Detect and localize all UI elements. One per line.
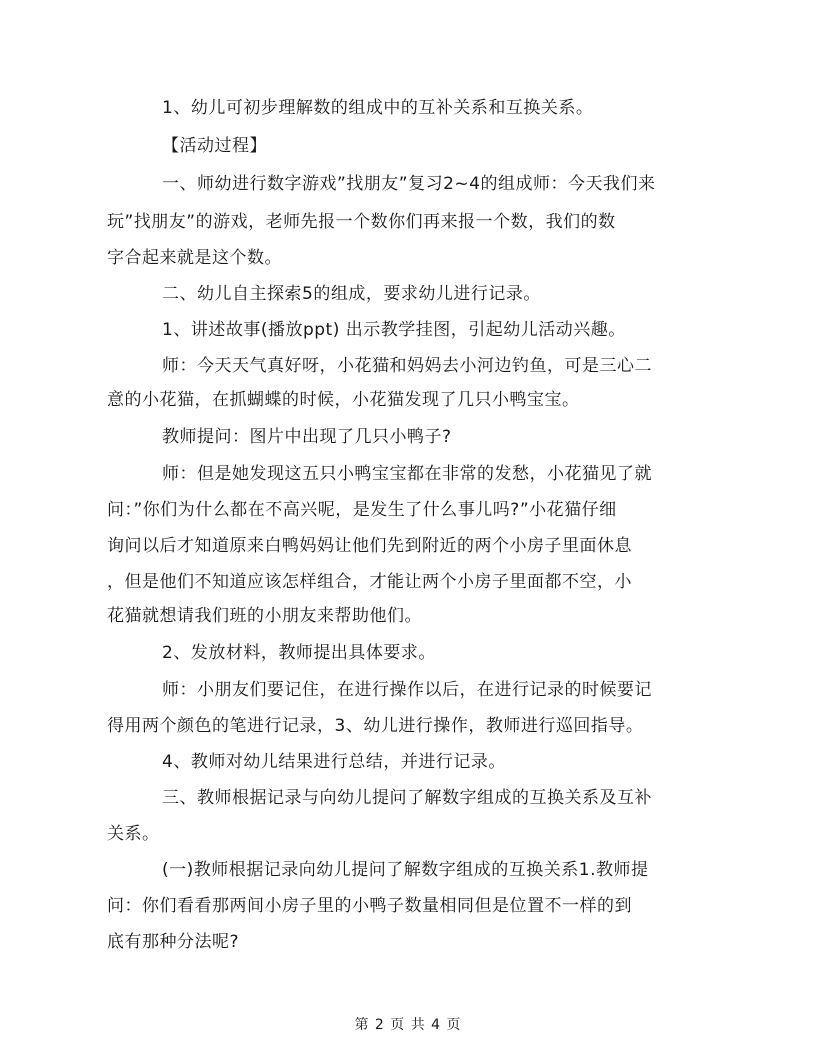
- text-line: 问：你们看看那两间小房子里的小鸭子数量相同但是位置不一样的到: [107, 896, 632, 916]
- text-line: 关系。: [107, 824, 160, 844]
- text-line: 得用两个颜色的笔进行记录，3、幼儿进行操作，教师进行巡回指导。: [107, 716, 644, 736]
- text-line: 二、幼儿自主探索5的组成，要求幼儿进行记录。: [162, 284, 541, 304]
- text-line: 师：今天天气真好呀，小花猫和妈妈去小河边钓鱼，可是三心二: [162, 356, 652, 376]
- text-line: 师：小朋友们要记住，在进行操作以后，在进行记录的时候要记: [162, 680, 652, 700]
- text-line: 1、讲述故事(播放ppt) 出示教学挂图，引起幼儿活动兴趣。: [162, 320, 626, 340]
- text-line: 询问以后才知道原来白鸭妈妈让他们先到附近的两个小房子里面休息: [107, 536, 632, 556]
- text-line: 一、师幼进行数字游戏”找朋友”复习2~4的组成师：今天我们来: [162, 174, 656, 194]
- text-line: 2、发放材料，教师提出具体要求。: [162, 643, 436, 663]
- text-line: 三、教师根据记录与向幼儿提问了解数字组成的互换关系及互补: [162, 788, 652, 808]
- page-number-footer: 第 2 页 共 4 页: [354, 1017, 462, 1033]
- text-line: 教师提问：图片中出现了几只小鸭子?: [162, 427, 452, 447]
- text-line: 玩”找朋友”的游戏，老师先报一个数你们再来报一个数，我们的数: [107, 212, 616, 232]
- text-line: 底有那种分法呢?: [107, 932, 240, 952]
- text-line: 1、幼儿可初步理解数的组成中的互补关系和互换关系。: [162, 98, 594, 118]
- text-line: 意的小花猫，在抓蝴蝶的时候，小花猫发现了几只小鸭宝宝。: [107, 390, 580, 410]
- text-line: 花猫就想请我们班的小朋友来帮助他们。: [107, 606, 422, 626]
- text-line: 4、教师对幼儿结果进行总结，并进行记录。: [162, 752, 506, 772]
- text-line: (一)教师根据记录向幼儿提问了解数字组成的互换关系1.教师提: [162, 860, 649, 880]
- text-line: 问：”你们为什么都在不高兴呢，是发生了什么事儿吗?”小花猫仔细: [107, 500, 617, 520]
- section-heading: 【活动过程】: [162, 136, 267, 156]
- text-line: 师：但是她发现这五只小鸭宝宝都在非常的发愁，小花猫见了就: [162, 464, 652, 484]
- text-line: ，但是他们不知道应该怎样组合，才能让两个小房子里面都不空，小: [107, 572, 632, 592]
- text-line: 字合起来就是这个数。: [107, 248, 282, 268]
